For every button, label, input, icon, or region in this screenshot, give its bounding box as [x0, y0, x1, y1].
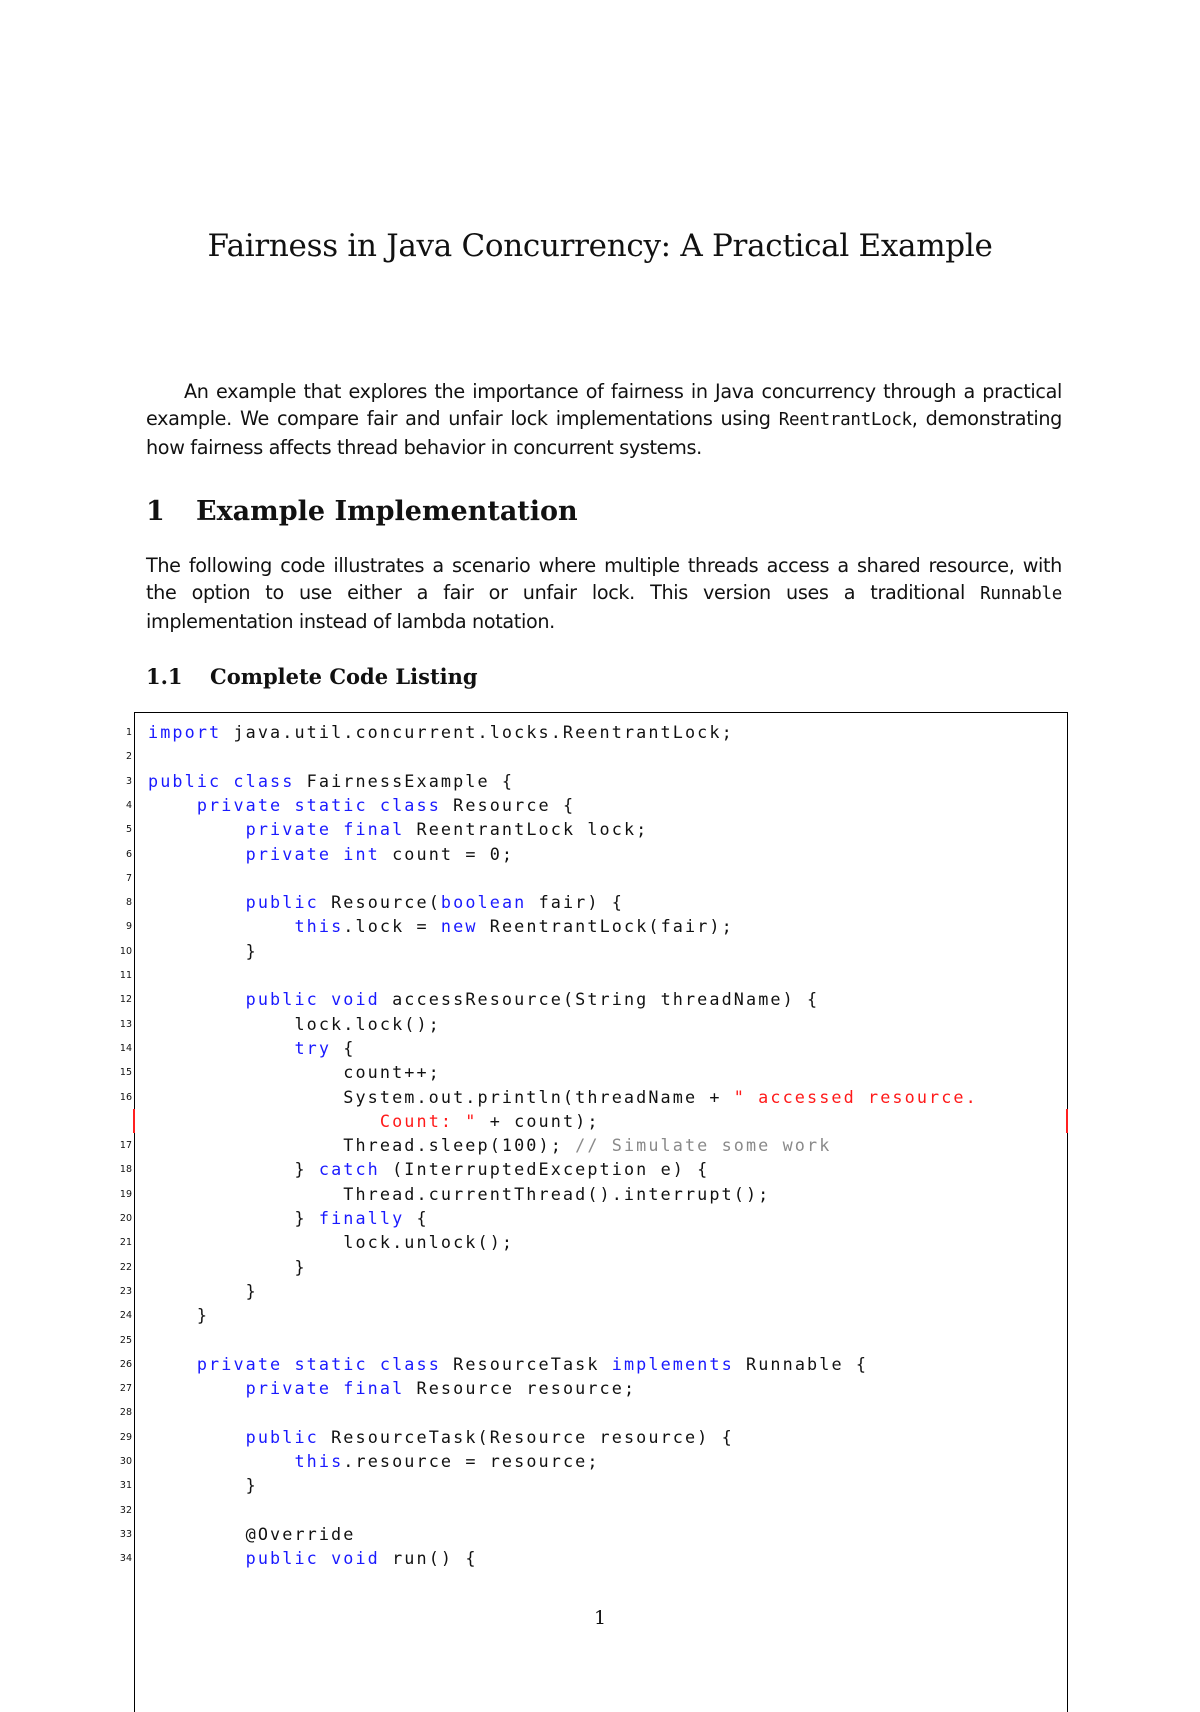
- paragraph-text-2: implementation instead of lambda notation.: [146, 610, 555, 633]
- line-number: 29: [119, 1431, 132, 1443]
- code-text: lock.lock();: [148, 1013, 441, 1034]
- page-number: 1: [593, 1607, 607, 1629]
- wrap-marker-left: [133, 1109, 135, 1133]
- code-line: [0, 963, 1200, 987]
- code-line: [0, 744, 1200, 768]
- line-number: 14: [119, 1042, 132, 1054]
- code-text: public void accessResource(String threadName) {: [245, 989, 820, 1010]
- code-line: [0, 1060, 1200, 1084]
- code-line: [0, 939, 1200, 963]
- code-text: import java.util.concurrent.locks.ReentrantLock;: [148, 722, 734, 742]
- line-number: 4: [125, 799, 132, 811]
- code-text: public class FairnessExample {: [148, 770, 515, 791]
- line-number: 15: [119, 1067, 132, 1079]
- code-text: count++;: [148, 1062, 441, 1083]
- code-text: this.resource = resource;: [294, 1451, 600, 1471]
- code-text: }: [148, 940, 258, 961]
- section-paragraph: [146, 552, 1062, 635]
- line-number: 22: [119, 1261, 132, 1273]
- line-number: 23: [119, 1285, 132, 1297]
- code-text: }: [148, 1305, 210, 1326]
- code-text: lock.unlock();: [148, 1232, 515, 1253]
- line-number: 3: [125, 775, 132, 787]
- code-line: [0, 1473, 1200, 1497]
- code-line: [0, 1546, 1200, 1570]
- code-text: }: [148, 1475, 258, 1496]
- code-line: [0, 1376, 1200, 1400]
- line-number: 13: [119, 1018, 132, 1030]
- code-line: [0, 1085, 1200, 1109]
- code-line: [0, 1230, 1200, 1254]
- subsection-title: Complete Code Listing: [210, 664, 478, 689]
- code-text: private final ReentrantLock lock;: [245, 819, 649, 840]
- code-line: [0, 720, 1200, 744]
- code-line: [0, 1255, 1200, 1279]
- line-number: 16: [119, 1091, 132, 1103]
- line-number: 11: [119, 970, 132, 981]
- line-number: 30: [119, 1456, 132, 1467]
- code-line: [0, 1352, 1200, 1376]
- code-line: [0, 914, 1200, 938]
- code-text: @Override: [148, 1523, 356, 1544]
- code-line: [0, 1133, 1200, 1157]
- code-text: public void run() {: [245, 1548, 478, 1569]
- code-line: [0, 1425, 1200, 1449]
- abstract: [146, 378, 1062, 461]
- line-number: 9: [125, 921, 132, 933]
- code-line: [0, 769, 1200, 793]
- section-title: Example Implementation: [196, 496, 578, 527]
- wrap-marker-right: [1066, 1109, 1068, 1133]
- code-line: [0, 1109, 1200, 1133]
- code-line: [0, 1328, 1200, 1352]
- code-line: [0, 1012, 1200, 1036]
- code-line: [0, 890, 1200, 914]
- section-number: 1: [146, 496, 165, 527]
- line-number: 24: [119, 1310, 132, 1322]
- line-number: 12: [119, 994, 132, 1006]
- code-text: private int count = 0;: [245, 843, 515, 864]
- line-number: 18: [119, 1164, 132, 1176]
- code-line: [0, 1279, 1200, 1303]
- code-line: [0, 987, 1200, 1011]
- code-line: [0, 1522, 1200, 1546]
- line-number: 19: [119, 1188, 132, 1200]
- line-number: 34: [119, 1553, 132, 1565]
- code-line: [0, 1182, 1200, 1206]
- code-text: private static class Resource {: [196, 794, 576, 815]
- code-line: [0, 866, 1200, 890]
- section-heading: [146, 496, 578, 527]
- code-text: System.out.println(threadName + " accessed resource.: [148, 1086, 978, 1107]
- paragraph-text-1: The following code illustrates a scenario where multiple threads access a shared resource, with the option to use either a fair or unfair lock. This version uses a traditional: [146, 554, 1062, 604]
- code-text: this.lock = new ReentrantLock(fair);: [294, 916, 734, 937]
- code-text: public Resource(boolean fair) {: [245, 892, 624, 913]
- code-text: public ResourceTask(Resource resource) {: [245, 1426, 734, 1447]
- line-number: 8: [125, 897, 132, 909]
- code-line: [0, 1498, 1200, 1522]
- code-text: try {: [294, 1037, 356, 1058]
- code-line: [0, 1303, 1200, 1327]
- line-number: 6: [125, 848, 132, 860]
- abstract-text-1: An example that explores the importance of fairness in Java concurrency through a practical example. We compare fair and unfair lock implementations using: [146, 380, 1062, 430]
- code-line: [0, 793, 1200, 817]
- code-line: [0, 842, 1200, 866]
- paper-title: Fairness in Java Concurrency: A Practical Example: [207, 228, 993, 264]
- code-line: [0, 1449, 1200, 1473]
- line-number: 26: [119, 1358, 132, 1370]
- code-text: Thread.sleep(100); // Simulate some work: [148, 1135, 832, 1156]
- code-text: }: [148, 1256, 307, 1277]
- line-number: 31: [119, 1480, 132, 1492]
- code-line: [0, 817, 1200, 841]
- line-number: 27: [119, 1383, 132, 1395]
- line-number: 28: [119, 1407, 132, 1419]
- paragraph-code: Runnable: [980, 584, 1062, 604]
- line-number: 1: [125, 727, 132, 738]
- code-text: Count: " + count);: [379, 1110, 600, 1131]
- abstract-code: ReentrantLock: [778, 410, 912, 430]
- line-number: 33: [119, 1528, 132, 1540]
- code-line: [0, 1036, 1200, 1060]
- line-number: 5: [125, 824, 132, 836]
- code-text: }: [148, 1280, 258, 1301]
- code-text: Thread.currentThread().interrupt();: [148, 1183, 771, 1204]
- subsection-heading: [146, 664, 478, 689]
- code-line: [0, 1157, 1200, 1181]
- line-number: 32: [119, 1504, 132, 1516]
- line-number: 25: [119, 1334, 132, 1346]
- line-number: 21: [119, 1237, 132, 1249]
- code-text: private final Resource resource;: [245, 1378, 637, 1399]
- abstract-text-2: , demonstrating how fairness affects thread behavior in concurrent systems.: [146, 407, 1063, 459]
- code-text: } finally {: [148, 1208, 429, 1228]
- subsection-number: 1.1: [146, 664, 183, 689]
- line-number: 20: [119, 1213, 132, 1224]
- line-number: 10: [119, 945, 132, 957]
- code-line: [0, 1206, 1200, 1230]
- line-number: 2: [125, 751, 132, 763]
- code-text: } catch (InterruptedException e) {: [148, 1159, 710, 1180]
- line-number: 7: [125, 872, 132, 884]
- code-text: private static class ResourceTask implements Runnable {: [196, 1353, 869, 1374]
- code-line: [0, 1400, 1200, 1424]
- line-number: 17: [119, 1140, 132, 1152]
